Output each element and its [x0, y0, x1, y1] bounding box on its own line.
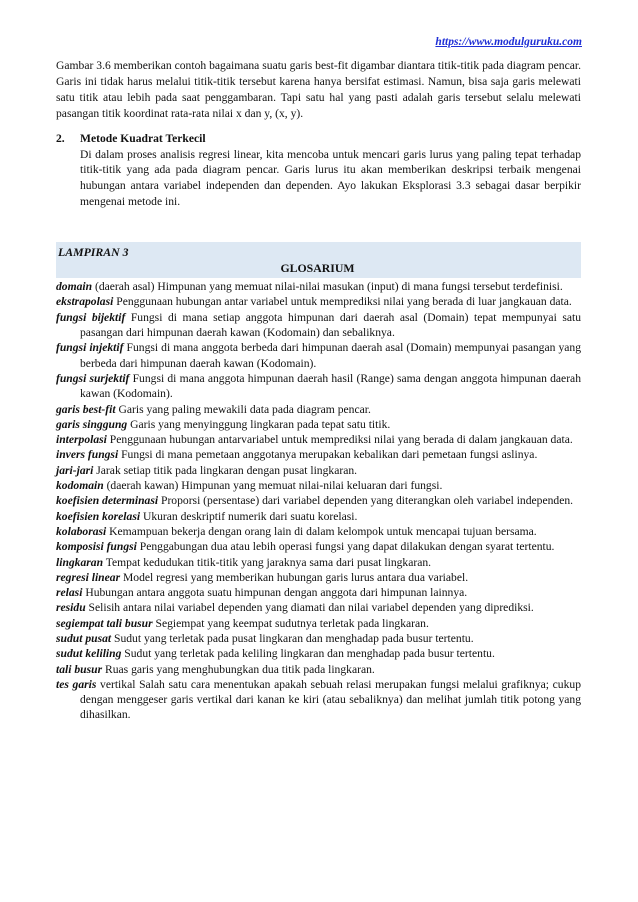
glossary-entry — [56, 677, 581, 723]
glossary-term: fungsi bijektif — [56, 310, 126, 324]
glossary-definition: Ruas garis yang menghubungkan dua titik pada lingkaran. — [102, 662, 375, 676]
glossary-definition: Fungsi di mana pemetaan anggotanya merupakan kebalikan dari pemetaan fungsi aslinya. — [118, 448, 538, 462]
glossary-term: ekstrapolasi — [56, 295, 114, 309]
section-title: Metode Kuadrat Terkecil — [80, 131, 206, 145]
glossary-definition: Penggunaan hubungan antarvariabel untuk memprediksi nilai yang berada di dalam jangkauan data. — [106, 433, 573, 447]
glossary-term: kolaborasi — [56, 524, 107, 538]
glossary-definition: Garis yang paling mewakili data pada diagram pencar. — [115, 402, 371, 416]
glossary-definition: Sudut yang terletak pada keliling lingkaran dan menghadap pada busur tertentu. — [121, 647, 495, 661]
glossary-term: kodomain — [56, 479, 104, 493]
glossary-definition: Himpunan yang memuat nilai-nilai keluaran dari fungsi. — [178, 479, 443, 493]
glossary-term-note: (daerah kawan) — [103, 479, 179, 493]
glossary-term: residu — [56, 601, 86, 615]
glossary-definition: Fungsi di mana anggota himpunan daerah hasil (Range) sama dengan anggota himpunan daerah kawan (Kodomain). — [80, 371, 582, 401]
glossary-definition: Tempat kedudukan titik-titik yang jaraknya sama dari pusat lingkaran. — [103, 555, 432, 569]
glossary-definition: Penggunaan hubungan antar variabel untuk memprediksi nilai yang berada di luar jangkauan data. — [113, 295, 572, 309]
glossary-term: relasi — [56, 586, 83, 600]
glossary-term: tes garis — [56, 677, 97, 691]
glossary-term: domain — [56, 280, 93, 294]
section-body — [80, 131, 581, 211]
glossary-term: komposisi fungsi — [56, 540, 137, 554]
header-url-link[interactable]: https://www.modulguruku.com — [435, 36, 582, 48]
glossary-definition: Sudut yang terletak pada pusat lingkaran dan menghadap pada busur tertentu. — [111, 631, 474, 645]
glossary-term: tali busur — [56, 662, 103, 676]
glossary-entry — [56, 447, 581, 462]
section-2 — [56, 131, 581, 211]
glossary-entry — [56, 402, 581, 417]
glossary-term: regresi linear — [56, 570, 121, 584]
glossary-term: segiempat tali busur — [56, 616, 153, 630]
glossary-definition: Selisih antara nilai variabel dependen yang diamati dan nilai variabel dependen yang diprediksi. — [85, 601, 534, 615]
glossary-definition: Segiempat yang keempat sudutnya terletak pada lingkaran. — [152, 616, 429, 630]
glossary-entry — [56, 539, 581, 554]
glossary-definition: Kemampuan bekerja dengan orang lain di dalam kelompok untuk mencapai tujuan bersama. — [106, 524, 537, 538]
glossary-entry — [56, 432, 581, 447]
glossary-entry — [56, 616, 581, 631]
glossary-entry — [56, 493, 581, 508]
appendix-label: LAMPIRAN 3 — [58, 245, 129, 260]
glossary-definition: Garis yang menyinggung lingkaran pada tepat satu titik. — [127, 417, 391, 431]
page-content — [56, 58, 581, 723]
glossary-definition: Himpunan yang memuat nilai-nilai masukan (input) di mana fungsi tersebut terdefinisi. — [154, 280, 563, 294]
section-text: Di dalam proses analisis regresi linear, kita mencoba untuk mencari garis lurus yang paling tepat terhadap titik-titik yang ada pada diagram pencar. Garis lurus itu akan memberikan deskripsi terbaik mengenai hubungan antara variabel independen dan dependen. Ayo lakukan Eksplorasi 3.3 sebagai dasar berpikir mengenai metode ini. — [80, 147, 581, 209]
glossary-term: garis singgung — [56, 417, 128, 431]
glossary-entry — [56, 371, 581, 402]
glossary-term: koefisien determinasi — [56, 494, 159, 508]
glossary-entry — [56, 463, 581, 478]
glossary-entry — [56, 555, 581, 570]
glossary-term: sudut keliling — [56, 647, 122, 661]
glossary-entry — [56, 662, 581, 677]
intro-paragraph: Gambar 3.6 memberikan contoh bagaimana suatu garis best-fit digambar diantara titik-titik pada diagram pencar. Garis ini tidak harus melalui titik-titik tersebut karena hanya bersifat estimasi. Namun, bisa saja garis melewati satu titik atau lebih pada saat penggambaran. Tapi satu hal yang pasti adalah garis tersebut selalu melewati pasangan titik koordinat rata-rata nilai x dan y, (x, y). — [56, 59, 581, 120]
glossary-definition: Penggabungan dua atau lebih operasi fungsi yang dapat dilakukan dengan syarat tertentu. — [136, 540, 555, 554]
glossary-entry — [56, 478, 581, 493]
glossary-entry — [56, 310, 581, 341]
glossary-list — [56, 279, 581, 723]
glossary-term: lingkaran — [56, 555, 104, 569]
glossary-entry — [56, 524, 581, 539]
glossary-term: sudut pusat — [56, 631, 112, 645]
glossary-term: fungsi surjektif — [56, 371, 130, 385]
glossary-definition: Fungsi di mana setiap anggota himpunan dari daerah asal (Domain) tepat mempunyai satu pasangan dari himpunan daerah kawan (Kodomain) dan sebaliknya. — [80, 310, 581, 340]
glossary-definition: Fungsi di mana anggota berbeda dari himpunan daerah asal (Domain) mempunyai pasangan yang berbeda dari himpunan daerah kawan (Kodomain). — [80, 341, 582, 370]
glossary-entry — [56, 279, 581, 294]
glossary-term: jari-jari — [56, 463, 94, 477]
section-number: 2. — [56, 131, 65, 145]
glossary-term: invers fungsi — [56, 448, 119, 462]
glossary-title: GLOSARIUM — [280, 261, 355, 276]
glossary-entry — [56, 294, 581, 309]
glossary-term: interpolasi — [56, 433, 107, 447]
glossary-term: garis best-fit — [56, 402, 116, 416]
glossary-entry — [56, 600, 581, 615]
glossary-term-note: (daerah asal) — [92, 280, 155, 294]
glossary-entry — [56, 509, 581, 524]
glossary-entry — [56, 570, 581, 585]
glossary-definition: Model regresi yang memberikan hubungan garis lurus antara dua variabel. — [120, 570, 469, 584]
glossary-entry — [56, 646, 581, 661]
glossary-definition: Jarak setiap titik pada lingkaran dengan pusat lingkaran. — [93, 463, 358, 477]
glossary-entry — [56, 631, 581, 646]
glossary-entry — [56, 417, 581, 432]
glossary-term: koefisien korelasi — [56, 509, 141, 523]
glossary-term: fungsi injektif — [56, 341, 124, 355]
glossary-definition: vertikal Salah satu cara menentukan apakah sebuah relasi merupakan fungsi melalui grafiknya; cukup dengan menggeser garis vertikal dari kanan ke kiri (atau sebaliknya) dan melihat jumlah titik potong yang dihasilkan. — [80, 677, 581, 722]
glossary-definition: Hubungan antara anggota suatu himpunan dengan anggota dari himpunan lainnya. — [82, 586, 468, 600]
glossary-definition: Proporsi (persentase) dari variabel dependen yang diterangkan oleh variabel independen. — [158, 494, 574, 508]
glossary-entry — [56, 340, 581, 371]
glossary-entry — [56, 585, 581, 600]
glossary-definition: Ukuran deskriptif numerik dari suatu korelasi. — [140, 509, 358, 523]
appendix-header — [56, 242, 581, 278]
